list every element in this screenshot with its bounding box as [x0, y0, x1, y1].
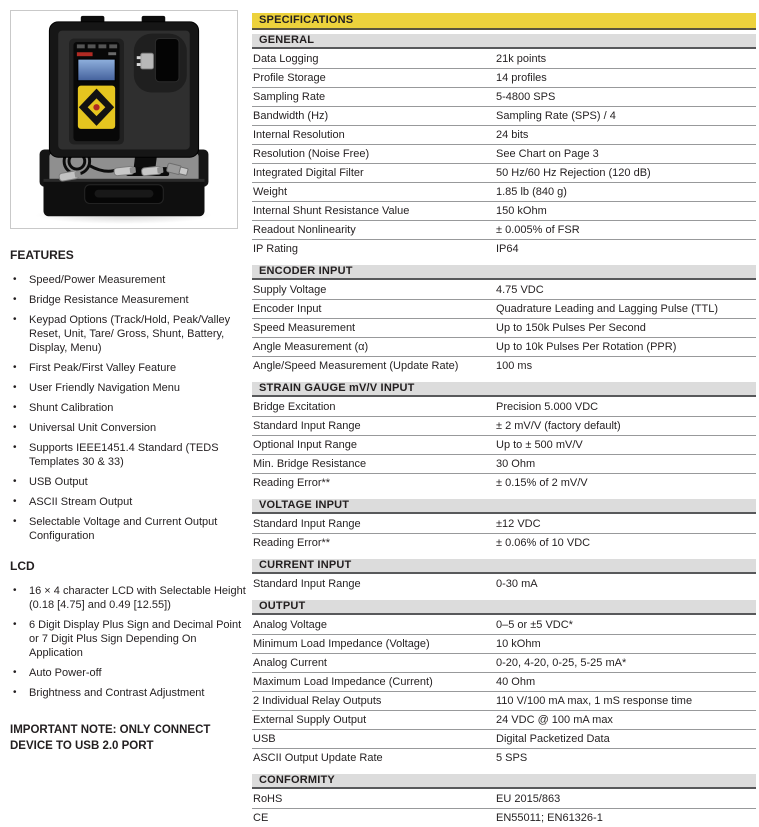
- spec-sections-container: [252, 34, 756, 827]
- spec-label: Integrated Digital Filter: [253, 167, 364, 179]
- spec-value: 5 SPS: [496, 752, 528, 764]
- spec-value: ±12 VDC: [496, 517, 541, 530]
- bullet-text: Selectable Voltage and Current Output Configuration: [29, 516, 218, 542]
- spec-label: ASCII Output Update Rate: [253, 752, 383, 764]
- bullet-icon: •: [13, 274, 17, 285]
- spec-value: 14 profiles: [496, 72, 547, 84]
- spec-section: [252, 600, 756, 767]
- spec-label: Internal Resolution: [253, 129, 345, 141]
- spec-row: [252, 615, 756, 634]
- spec-row: [252, 416, 756, 435]
- bullet-icon: •: [13, 687, 17, 698]
- bullet-text: User Friendly Navigation Menu: [29, 382, 181, 394]
- bullet-text: Universal Unit Conversion: [29, 422, 157, 434]
- bullet-text: 6 Digit Display Plus Sign and Decimal Point or 7 Digit Plus Sign Depending On Application: [29, 619, 242, 659]
- spec-label: USB: [253, 733, 276, 745]
- spec-row: [252, 220, 756, 239]
- specifications-header: SPECIFICATIONS: [252, 13, 756, 30]
- spec-section-header: GENERAL: [252, 34, 756, 49]
- spec-label: Reading Error**: [253, 477, 331, 489]
- bullet-icon: •: [13, 362, 17, 373]
- spec-value: ± 0.15% of 2 mV/V: [496, 477, 588, 489]
- spec-row: [252, 691, 756, 710]
- spec-value: 30 Ohm: [496, 458, 536, 470]
- handheld-device: [69, 39, 124, 145]
- spec-row: [252, 106, 756, 125]
- spec-value: 1.85 lb (840 g): [496, 186, 567, 198]
- spec-section: [252, 774, 756, 827]
- spec-section-header: VOLTAGE INPUT: [252, 499, 756, 514]
- spec-row: [252, 144, 756, 163]
- spec-label: Weight: [253, 186, 288, 198]
- spec-section-header: ENCODER INPUT: [252, 265, 756, 280]
- spec-label: Analog Current: [253, 657, 327, 669]
- spec-label: Readout Nonlinearity: [253, 224, 356, 236]
- spec-row: [252, 49, 756, 68]
- bullet-text: Bridge Resistance Measurement: [29, 294, 189, 306]
- bullet-item: [10, 421, 248, 435]
- spec-row: [252, 356, 756, 375]
- spec-row: [252, 318, 756, 337]
- spec-row: [252, 125, 756, 144]
- spec-row: [252, 435, 756, 454]
- spec-label: RoHS: [253, 792, 283, 805]
- spec-row: [252, 473, 756, 492]
- spec-row: [252, 574, 756, 593]
- bullet-icon: •: [13, 667, 17, 678]
- bullet-text: Supports IEEE1451.4 Standard (TEDS Templates 30 & 33): [29, 442, 219, 468]
- device-lcd: [78, 59, 115, 81]
- spec-value: 21k points: [496, 52, 547, 65]
- spec-value: 5-4800 SPS: [496, 91, 556, 103]
- spec-row: [252, 337, 756, 356]
- spec-section: [252, 382, 756, 492]
- bullet-item: [10, 515, 248, 543]
- spec-row: [252, 239, 756, 258]
- bullet-item: [10, 293, 248, 307]
- bullet-item: [10, 313, 248, 355]
- spec-section-rows: [252, 514, 756, 552]
- spec-label: Internal Shunt Resistance Value: [253, 205, 410, 217]
- spec-value: 4.75 VDC: [496, 283, 544, 296]
- important-note: IMPORTANT NOTE: ONLY CONNECT DEVICE TO USB 2.0 PORT: [10, 724, 211, 752]
- spec-label: External Supply Output: [253, 714, 367, 726]
- bullet-text: Brightness and Contrast Adjustment: [29, 687, 205, 699]
- spec-row: [252, 634, 756, 653]
- spec-value: ± 2 mV/V (factory default): [496, 420, 621, 432]
- spec-value: Precision 5.000 VDC: [496, 400, 599, 413]
- spec-label: Speed Measurement: [253, 322, 356, 334]
- bullet-icon: •: [13, 476, 17, 487]
- spec-value: IP64: [496, 243, 519, 255]
- spec-label: Encoder Input: [253, 303, 322, 315]
- features-heading: FEATURES: [10, 248, 74, 262]
- spec-label: Reading Error**: [253, 537, 331, 549]
- spec-section-header: OUTPUT: [252, 600, 756, 615]
- spec-row: [252, 808, 756, 827]
- spec-section-rows: [252, 49, 756, 258]
- spec-value: 0-20, 4-20, 0-25, 5-25 mA*: [496, 657, 627, 669]
- spec-row: [252, 748, 756, 767]
- spec-value: Up to 10k Pulses Per Rotation (PPR): [496, 341, 677, 353]
- spec-label: Angle/Speed Measurement (Update Rate): [253, 360, 459, 372]
- lcd-heading: LCD: [10, 559, 35, 573]
- bullet-item: [10, 618, 248, 660]
- bullet-icon: •: [13, 422, 17, 433]
- bullet-icon: •: [13, 294, 17, 305]
- spec-label: Bridge Excitation: [253, 400, 336, 413]
- spec-row: [252, 182, 756, 201]
- spec-row: [252, 789, 756, 808]
- bullet-item: [10, 495, 248, 509]
- spec-label: Supply Voltage: [253, 283, 327, 296]
- spec-value: 110 V/100 mA max, 1 mS response time: [496, 695, 693, 707]
- spec-label: Standard Input Range: [253, 420, 361, 432]
- features-list: [10, 273, 248, 543]
- spec-label: Angle Measurement (α): [253, 341, 369, 353]
- spec-value: 40 Ohm: [496, 676, 536, 688]
- spec-label: Sampling Rate: [253, 91, 326, 103]
- spec-row: [252, 397, 756, 416]
- case-lid: [49, 16, 198, 157]
- bullet-item: [10, 381, 248, 395]
- spec-value: 100 ms: [496, 360, 533, 372]
- spec-row: [252, 201, 756, 220]
- spec-row: [252, 653, 756, 672]
- spec-value: 24 VDC @ 100 mA max: [496, 714, 613, 726]
- spec-label: 2 Individual Relay Outputs: [253, 695, 382, 707]
- spec-section: [252, 34, 756, 258]
- spec-label: Min. Bridge Resistance: [253, 458, 367, 470]
- spec-section-rows: [252, 397, 756, 492]
- spec-row: [252, 533, 756, 552]
- product-photo: [10, 10, 238, 229]
- bullet-item: [10, 666, 248, 680]
- spec-value: 24 bits: [496, 129, 529, 141]
- bullet-icon: •: [13, 314, 17, 325]
- spec-label: Optional Input Range: [253, 439, 357, 451]
- bullet-item: [10, 273, 248, 287]
- bullet-icon: •: [13, 516, 17, 527]
- spec-value: Digital Packetized Data: [496, 733, 610, 745]
- spec-label: Resolution (Noise Free): [253, 148, 370, 160]
- spec-label: CE: [253, 812, 269, 824]
- specifications-table: [252, 13, 756, 827]
- spec-value: Up to 150k Pulses Per Second: [496, 322, 646, 334]
- spec-row: [252, 514, 756, 533]
- spec-row: [252, 280, 756, 299]
- spec-label: Minimum Load Impedance (Voltage): [253, 638, 430, 650]
- spec-value: See Chart on Page 3: [496, 148, 599, 160]
- bullet-item: [10, 361, 248, 375]
- spec-label: Analog Voltage: [253, 618, 328, 631]
- spec-value: ± 0.005% of FSR: [496, 224, 580, 236]
- spec-value: 50 Hz/60 Hz Rejection (120 dB): [496, 167, 651, 179]
- spec-section-header: CONFORMITY: [252, 774, 756, 789]
- bullet-text: USB Output: [29, 476, 88, 488]
- bullet-text: Speed/Power Measurement: [29, 274, 166, 286]
- spec-row: [252, 710, 756, 729]
- spec-section-rows: [252, 789, 756, 827]
- spec-section-rows: [252, 280, 756, 375]
- spec-row: [252, 454, 756, 473]
- bullet-icon: •: [13, 585, 17, 596]
- spec-row: [252, 163, 756, 182]
- spec-value: Up to ± 500 mV/V: [496, 439, 583, 451]
- spec-value: 0–5 or ±5 VDC*: [496, 618, 573, 631]
- spec-section-header: CURRENT INPUT: [252, 559, 756, 574]
- bullet-icon: •: [13, 382, 17, 393]
- bullet-text: 16 × 4 character LCD with Selectable Height (0.18 [4.75] and 0.49 [12.55]): [29, 585, 246, 611]
- spec-row: [252, 68, 756, 87]
- bullet-item: [10, 441, 248, 469]
- bullet-item: [10, 475, 248, 489]
- spec-value: EN55011; EN61326-1: [496, 812, 603, 824]
- spec-value: 150 kOhm: [496, 205, 547, 217]
- spec-section-rows: [252, 574, 756, 593]
- spec-row: [252, 672, 756, 691]
- lcd-list: [10, 584, 248, 700]
- spec-value: Sampling Rate (SPS) / 4: [496, 110, 616, 122]
- spec-value: 0-30 mA: [496, 577, 538, 590]
- spec-section: [252, 265, 756, 375]
- bullet-text: Shunt Calibration: [29, 402, 114, 414]
- spec-section-header: STRAIN GAUGE mV/V INPUT: [252, 382, 756, 397]
- spec-label: Standard Input Range: [253, 577, 361, 590]
- spec-label: Data Logging: [253, 52, 319, 65]
- spec-label: Maximum Load Impedance (Current): [253, 676, 433, 688]
- bullet-item: [10, 584, 248, 612]
- bullet-text: Auto Power-off: [29, 667, 102, 679]
- spec-row: [252, 729, 756, 748]
- bullet-icon: •: [13, 496, 17, 507]
- brand-label: [77, 52, 93, 56]
- spec-value: 10 kOhm: [496, 638, 541, 650]
- spec-label: Profile Storage: [253, 72, 326, 84]
- spec-value: EU 2015/863: [496, 792, 561, 805]
- spec-label: Standard Input Range: [253, 517, 361, 530]
- bullet-icon: •: [13, 442, 17, 453]
- bullet-text: ASCII Stream Output: [29, 496, 133, 508]
- spec-row: [252, 87, 756, 106]
- bullet-text: Keypad Options (Track/Hold, Peak/Valley Reset, Unit, Tare/ Gross, Shunt, Battery, Display, Menu): [29, 314, 231, 354]
- bullet-icon: •: [13, 402, 17, 413]
- device-keypad: [78, 86, 115, 129]
- spec-label: Bandwidth (Hz): [253, 110, 329, 122]
- spec-section-rows: [252, 615, 756, 767]
- left-column: [10, 10, 248, 754]
- bullet-text: First Peak/First Valley Feature: [29, 362, 177, 374]
- product-photo-illustration: [12, 12, 236, 227]
- spec-row: [252, 299, 756, 318]
- spec-value: Quadrature Leading and Lagging Pulse (TTL): [496, 303, 718, 315]
- carry-handle: [85, 185, 164, 204]
- spec-value: ± 0.06% of 10 VDC: [496, 537, 591, 549]
- spec-section: [252, 499, 756, 552]
- bullet-icon: •: [13, 619, 17, 630]
- bullet-item: [10, 401, 248, 415]
- spec-label: IP Rating: [253, 243, 299, 255]
- bullet-item: [10, 686, 248, 700]
- spec-section: [252, 559, 756, 593]
